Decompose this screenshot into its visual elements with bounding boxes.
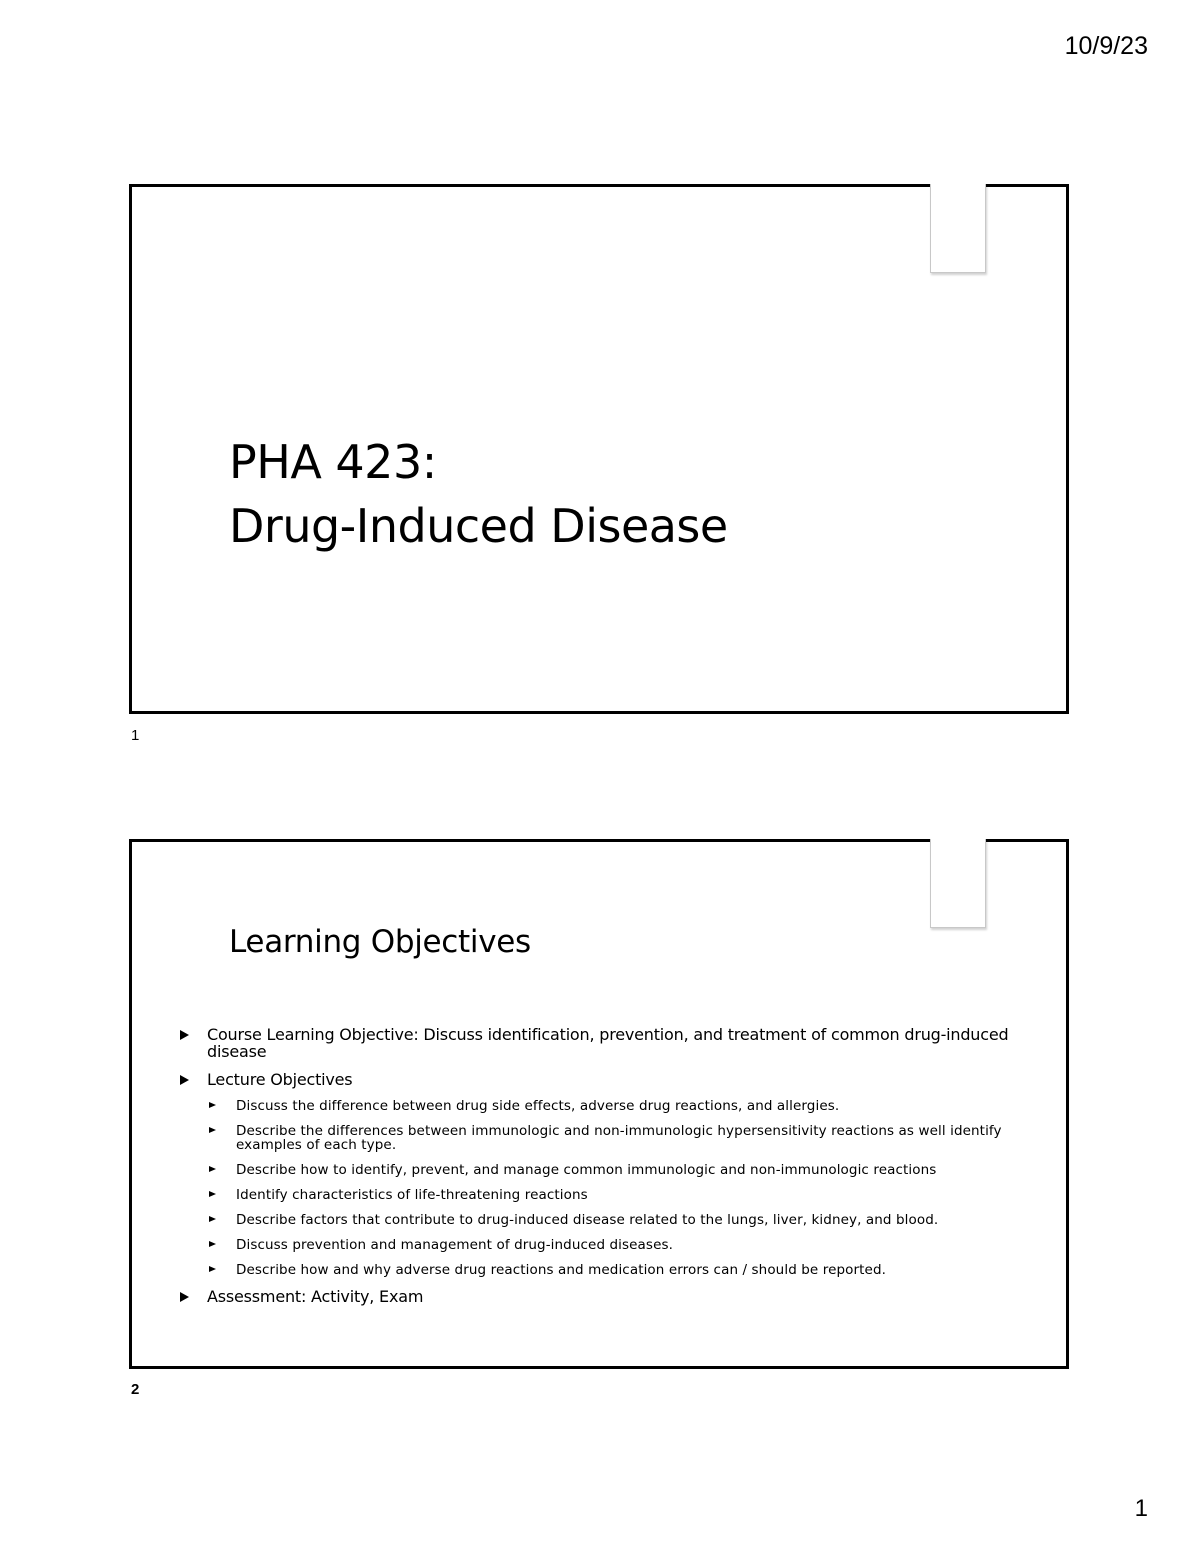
slide-tab-decoration bbox=[930, 184, 986, 273]
slide-1-title-line-2: Drug-Induced Disease bbox=[229, 499, 728, 553]
slide-1-title bbox=[229, 430, 728, 558]
sub-item-text: Describe how and why adverse drug reactions and medication errors can / should be reported. bbox=[236, 1262, 887, 1278]
bullet-arrow-icon bbox=[180, 1075, 189, 1085]
bullet-arrow-icon bbox=[209, 1241, 216, 1247]
bullet-arrow-icon bbox=[209, 1166, 216, 1172]
lecture-objectives-list bbox=[207, 1099, 1028, 1277]
bullet-arrow-icon bbox=[209, 1266, 216, 1272]
list-item bbox=[207, 1263, 1028, 1277]
list-item bbox=[207, 1099, 1028, 1113]
list-item bbox=[178, 1071, 1028, 1277]
lecture-objectives-heading: Lecture Objectives bbox=[207, 1070, 353, 1089]
bullet-arrow-icon bbox=[180, 1030, 189, 1040]
sub-item-text: Discuss prevention and management of drug-induced diseases. bbox=[236, 1237, 673, 1253]
list-item bbox=[207, 1238, 1028, 1252]
list-item bbox=[178, 1026, 1028, 1060]
list-item bbox=[207, 1213, 1028, 1227]
list-item bbox=[207, 1188, 1028, 1202]
list-item bbox=[207, 1124, 1028, 1152]
slide-1-title-line-1: PHA 423: bbox=[229, 435, 437, 489]
slide-1-number: 1 bbox=[131, 727, 140, 744]
sub-item-text: Describe factors that contribute to drug-induced disease related to the lungs, liver, kidney, and blood. bbox=[236, 1212, 939, 1228]
bullet-arrow-icon bbox=[180, 1292, 189, 1302]
bullet-arrow-icon bbox=[209, 1127, 216, 1133]
course-objective-text: Course Learning Objective: Discuss identification, prevention, and treatment of common drug-induced disease bbox=[207, 1025, 1009, 1061]
bullet-arrow-icon bbox=[209, 1102, 216, 1108]
slide-2-title: Learning Objectives bbox=[229, 924, 531, 960]
sub-item-text: Describe how to identify, prevent, and manage common immunologic and non-immunologic reactions bbox=[236, 1162, 937, 1178]
assessment-text: Assessment: Activity, Exam bbox=[207, 1287, 424, 1306]
list-item bbox=[207, 1163, 1028, 1177]
sub-item-text: Describe the differences between immunologic and non-immunologic hypersensitivity reactions as well identify examples of each type. bbox=[236, 1123, 1002, 1153]
bullet-arrow-icon bbox=[209, 1191, 216, 1197]
slide-tab-decoration bbox=[930, 839, 986, 928]
slide-1 bbox=[129, 184, 1069, 714]
objectives-list bbox=[178, 1026, 1028, 1316]
sub-item-text: Identify characteristics of life-threatening reactions bbox=[236, 1187, 588, 1203]
bullet-arrow-icon bbox=[209, 1216, 216, 1222]
sub-item-text: Discuss the difference between drug side effects, adverse drug reactions, and allergies. bbox=[236, 1098, 840, 1114]
page-date: 10/9/23 bbox=[1064, 32, 1148, 60]
slide-2-number: 2 bbox=[131, 1381, 140, 1398]
page-number: 1 bbox=[1134, 1495, 1148, 1522]
slide-2 bbox=[129, 839, 1069, 1369]
list-item bbox=[178, 1288, 1028, 1305]
